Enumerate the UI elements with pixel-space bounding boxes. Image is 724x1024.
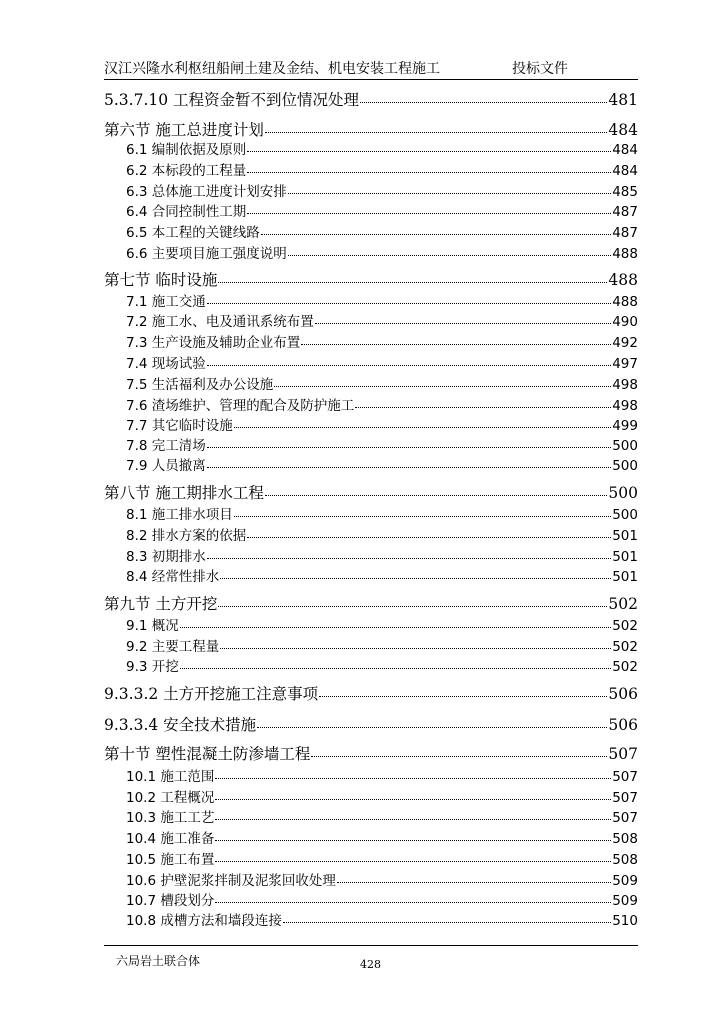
toc-entry-title: 7.8 完工清场 <box>126 438 206 454</box>
toc-entry-page: 510 <box>612 913 638 929</box>
toc-entry-title: 6.4 合同控制性工期 <box>126 204 247 220</box>
toc-entry-page: 509 <box>612 893 638 909</box>
toc-leader-dots <box>247 528 611 538</box>
footer-organization: 六局岩土联合体 <box>116 954 201 968</box>
toc-leader-dots <box>247 204 611 214</box>
toc-entry[interactable] <box>126 827 638 847</box>
toc-leader-dots <box>247 142 611 152</box>
toc-entry-title: 8.2 排水方案的依据 <box>126 528 247 544</box>
toc-entry[interactable] <box>126 138 638 158</box>
toc-entry-page: 502 <box>608 595 638 613</box>
toc-entry-page: 488 <box>612 246 638 262</box>
toc-entry[interactable] <box>126 503 638 523</box>
toc-entry-title: 10.2 工程概况 <box>126 790 215 806</box>
toc-entry-title: 7.2 施工水、电及通讯系统布置 <box>126 314 314 330</box>
toc-leader-dots <box>207 356 611 366</box>
toc-entry-title: 5.3.7.10 工程资金暂不到位情况处理 <box>104 91 360 109</box>
toc-entry-page: 492 <box>612 335 638 351</box>
toc-entry-page: 508 <box>612 852 638 868</box>
toc-leader-dots <box>288 184 611 194</box>
toc-entry-title: 9.1 概况 <box>126 618 179 634</box>
toc-leader-dots <box>180 659 611 669</box>
toc-entry-page: 501 <box>612 549 638 565</box>
toc-entry[interactable] <box>126 310 638 330</box>
toc-entry[interactable] <box>126 331 638 351</box>
toc-leader-dots <box>215 810 611 820</box>
toc-entry[interactable] <box>126 352 638 372</box>
toc-entry-title: 10.7 槽段划分 <box>126 893 215 909</box>
toc-entry[interactable] <box>126 765 638 785</box>
toc-entry[interactable] <box>126 394 638 414</box>
toc-entry[interactable] <box>126 565 638 585</box>
toc-entry-page: 507 <box>612 810 638 826</box>
page-footer <box>104 945 638 971</box>
toc-entry-title: 9.3.3.4 安全技术措施 <box>104 716 257 734</box>
toc-entry-title: 第七节 临时设施 <box>104 271 218 289</box>
header-document-type: 投标文件 <box>512 61 568 77</box>
toc-entry-title: 7.6 渣场维护、管理的配合及防护施工 <box>126 398 355 414</box>
toc-entry[interactable] <box>126 909 638 929</box>
toc-entry-page: 502 <box>612 618 638 634</box>
toc-entry[interactable] <box>126 655 638 675</box>
toc-entry[interactable] <box>104 118 638 140</box>
toc-entry[interactable] <box>126 221 638 241</box>
toc-entry-title: 6.2 本标段的工程量 <box>126 163 247 179</box>
toc-entry-title: 7.9 人员撤离 <box>126 458 206 474</box>
toc-entry-page: 484 <box>612 142 638 158</box>
toc-leader-dots <box>220 569 611 579</box>
toc-leader-dots <box>261 225 611 235</box>
toc-entry-page: 506 <box>608 685 638 703</box>
toc-leader-dots <box>180 618 611 628</box>
toc-leader-dots <box>337 873 611 883</box>
toc-entry[interactable] <box>126 889 638 909</box>
toc-leader-dots <box>265 484 607 496</box>
toc-entry[interactable] <box>126 786 638 806</box>
toc-entry-title: 8.3 初期排水 <box>126 549 206 565</box>
toc-entry-title: 7.3 生产设施及辅助企业布置 <box>126 335 301 351</box>
toc-leader-dots <box>207 438 611 448</box>
toc-leader-dots <box>288 246 611 256</box>
toc-entry-page: 500 <box>608 484 638 502</box>
toc-entry-title: 10.3 施工工艺 <box>126 810 215 826</box>
toc-leader-dots <box>215 769 611 779</box>
toc-entry-title: 10.4 施工准备 <box>126 831 215 847</box>
toc-entry[interactable] <box>104 742 638 764</box>
toc-entry-title: 6.6 主要项目施工强度说明 <box>126 246 287 262</box>
toc-entry-page: 488 <box>612 294 638 310</box>
toc-entry-title: 8.4 经常性排水 <box>126 569 220 585</box>
toc-entry-title: 8.1 施工排水项目 <box>126 507 233 523</box>
toc-entry-title: 10.8 成槽方法和墙段连接 <box>126 913 282 929</box>
toc-entry[interactable] <box>126 524 638 544</box>
toc-entry-page: 502 <box>612 639 638 655</box>
toc-leader-dots <box>218 595 607 607</box>
toc-leader-dots <box>319 685 607 697</box>
toc-entry-page: 507 <box>612 790 638 806</box>
toc-entry-title: 9.3.3.2 土方开挖施工注意事项 <box>104 685 319 703</box>
toc-entry-page: 500 <box>612 458 638 474</box>
toc-leader-dots <box>207 458 611 468</box>
toc-entry-page: 508 <box>612 831 638 847</box>
toc-entry-title: 10.1 施工范围 <box>126 769 215 785</box>
toc-entry[interactable] <box>126 200 638 220</box>
toc-leader-dots <box>207 549 611 559</box>
toc-leader-dots <box>257 716 607 728</box>
toc-entry-page: 502 <box>612 659 638 675</box>
toc-entry-title: 第六节 施工总进度计划 <box>104 121 264 139</box>
toc-leader-dots <box>311 745 607 757</box>
toc-entry[interactable] <box>126 180 638 200</box>
toc-entry[interactable] <box>126 434 638 454</box>
toc-entry-page: 498 <box>612 377 638 393</box>
toc-entry-title: 第八节 施工期排水工程 <box>104 484 264 502</box>
toc-entry[interactable] <box>126 614 638 634</box>
toc-entry[interactable] <box>126 242 638 262</box>
toc-entry-title: 第九节 土方开挖 <box>104 595 218 613</box>
toc-entry-page: 500 <box>612 438 638 454</box>
toc-leader-dots <box>360 91 607 103</box>
toc-leader-dots <box>274 377 611 387</box>
toc-entry[interactable] <box>126 454 638 474</box>
toc-entry-page: 509 <box>612 873 638 889</box>
toc-entry-title: 6.3 总体施工进度计划安排 <box>126 184 287 200</box>
toc-entry-title: 7.5 生活福利及办公设施 <box>126 377 274 393</box>
toc-entry-page: 488 <box>608 271 638 289</box>
toc-leader-dots <box>215 893 611 903</box>
toc-entry[interactable] <box>104 481 638 503</box>
toc-entry[interactable] <box>126 373 638 393</box>
page-header <box>104 60 638 80</box>
toc-leader-dots <box>355 398 611 408</box>
toc-entry[interactable] <box>104 88 638 110</box>
toc-entry-title: 9.2 主要工程量 <box>126 639 220 655</box>
toc-entry[interactable] <box>126 635 638 655</box>
toc-leader-dots <box>247 163 611 173</box>
toc-entry-page: 490 <box>612 314 638 330</box>
toc-entry-page: 484 <box>612 163 638 179</box>
toc-leader-dots <box>207 294 611 304</box>
toc-entry-page: 498 <box>612 398 638 414</box>
toc-leader-dots <box>265 121 607 133</box>
toc-entry-page: 507 <box>608 745 638 763</box>
toc-entry-page: 487 <box>612 225 638 241</box>
toc-entry-page: 506 <box>608 716 638 734</box>
toc-entry-page: 485 <box>612 184 638 200</box>
toc-entry[interactable] <box>126 869 638 889</box>
toc-entry-page: 499 <box>612 418 638 434</box>
toc-entry-page: 481 <box>608 91 638 109</box>
toc-entry-title: 10.6 护壁泥浆拌制及泥浆回收处理 <box>126 873 336 889</box>
toc-entry-title: 7.1 施工交通 <box>126 294 206 310</box>
toc-entry[interactable] <box>126 159 638 179</box>
toc-leader-dots <box>215 852 611 862</box>
toc-leader-dots <box>301 335 611 345</box>
toc-leader-dots <box>215 790 611 800</box>
toc-entry[interactable] <box>104 268 638 290</box>
toc-leader-dots <box>234 418 611 428</box>
toc-entry-title: 第十节 塑性混凝土防渗墙工程 <box>104 745 311 763</box>
toc-entry-page: 501 <box>612 528 638 544</box>
toc-leader-dots <box>220 639 611 649</box>
toc-entry[interactable] <box>104 682 638 704</box>
toc-entry[interactable] <box>126 848 638 868</box>
toc-entry-page: 484 <box>608 121 638 139</box>
toc-entry[interactable] <box>126 545 638 565</box>
header-project-title: 汉江兴隆水利枢纽船闸土建及金结、机电安装工程施工 <box>104 61 440 77</box>
toc-entry[interactable] <box>104 592 638 614</box>
toc-leader-dots <box>283 913 611 923</box>
toc-entry-title: 9.3 开挖 <box>126 659 179 675</box>
toc-entry-page: 501 <box>612 569 638 585</box>
toc-entry[interactable] <box>126 414 638 434</box>
toc-entry-page: 497 <box>612 356 638 372</box>
toc-entry-page: 487 <box>612 204 638 220</box>
toc-entry-title: 7.7 其它临时设施 <box>126 418 233 434</box>
toc-entry-title: 6.5 本工程的关键线路 <box>126 225 260 241</box>
footer-page-number: 428 <box>360 958 381 971</box>
toc-entry-page: 500 <box>612 507 638 523</box>
toc-entry[interactable] <box>104 713 638 735</box>
toc-leader-dots <box>218 271 607 283</box>
toc-leader-dots <box>215 831 611 841</box>
toc-entry-page: 507 <box>612 769 638 785</box>
toc-entry[interactable] <box>126 290 638 310</box>
toc-entry[interactable] <box>126 806 638 826</box>
toc-leader-dots <box>234 507 611 517</box>
toc-entry-title: 6.1 编制依据及原则 <box>126 142 247 158</box>
toc-entry-title: 7.4 现场试验 <box>126 356 206 372</box>
toc-entry-title: 10.5 施工布置 <box>126 852 215 868</box>
toc-leader-dots <box>315 314 611 324</box>
